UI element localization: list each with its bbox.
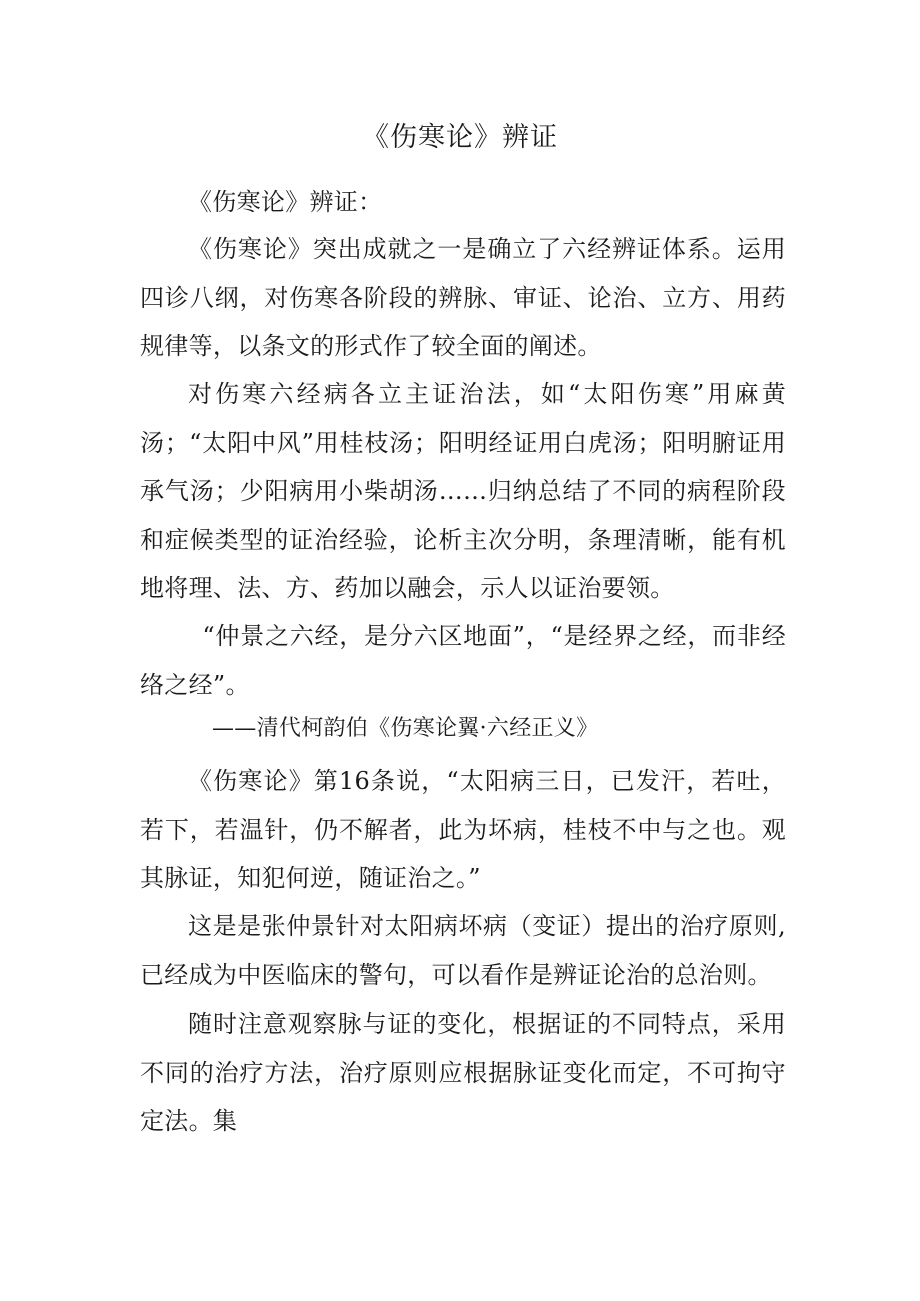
- paragraph-article-16: 《伤寒论》第16条说，“太阳病三日，已发汗，若吐，若下，若温针，仍不解者，此为坏病，桂枝不中与之也。观其脉证，知犯何逆，随证治之。”: [140, 767, 786, 892]
- paragraph-principle: 这是是张仲景针对太阳病坏病（变证）提出的治疗原则,已经成为中医临床的警句，可以看作是辨证论治的总治则。: [140, 912, 786, 989]
- paragraph-heading: 《伤寒论》辨证：: [188, 188, 383, 216]
- quote-text: “仲景之六经，是分六区地面”，“是经界之经，而非经络之经”。: [140, 622, 786, 699]
- paragraph-observation: 随时注意观察脉与证的变化，根据证的不同特点，采用不同的治疗方法，治疗原则应根据脉证变化而定，不可拘守定法。集: [140, 1010, 786, 1135]
- quote-attribution: ——清代柯韵伯《伤寒论翼·六经正义》: [212, 716, 599, 741]
- paragraph-intro: 《伤寒论》突出成就之一是确立了六经辨证体系。运用四诊八纲，对伤寒各阶段的辨脉、审证、论治、立方、用药规律等，以条文的形式作了较全面的阐述。: [140, 235, 786, 360]
- paragraph-six-channels: 对伤寒六经病各立主证治法，如“太阳伤寒”用麻黄汤；“太阳中风”用桂枝汤；阳明经证用白虎汤；阳明腑证用承气汤；少阳病用小柴胡汤……归纳总结了不同的病程阶段和症候类型的证治经验，论析主次分明，条理清晰，能有机地将理、法、方、药加以融会，示人以证治要领。: [140, 380, 786, 602]
- document-title: 《伤寒论》辨证: [362, 122, 558, 153]
